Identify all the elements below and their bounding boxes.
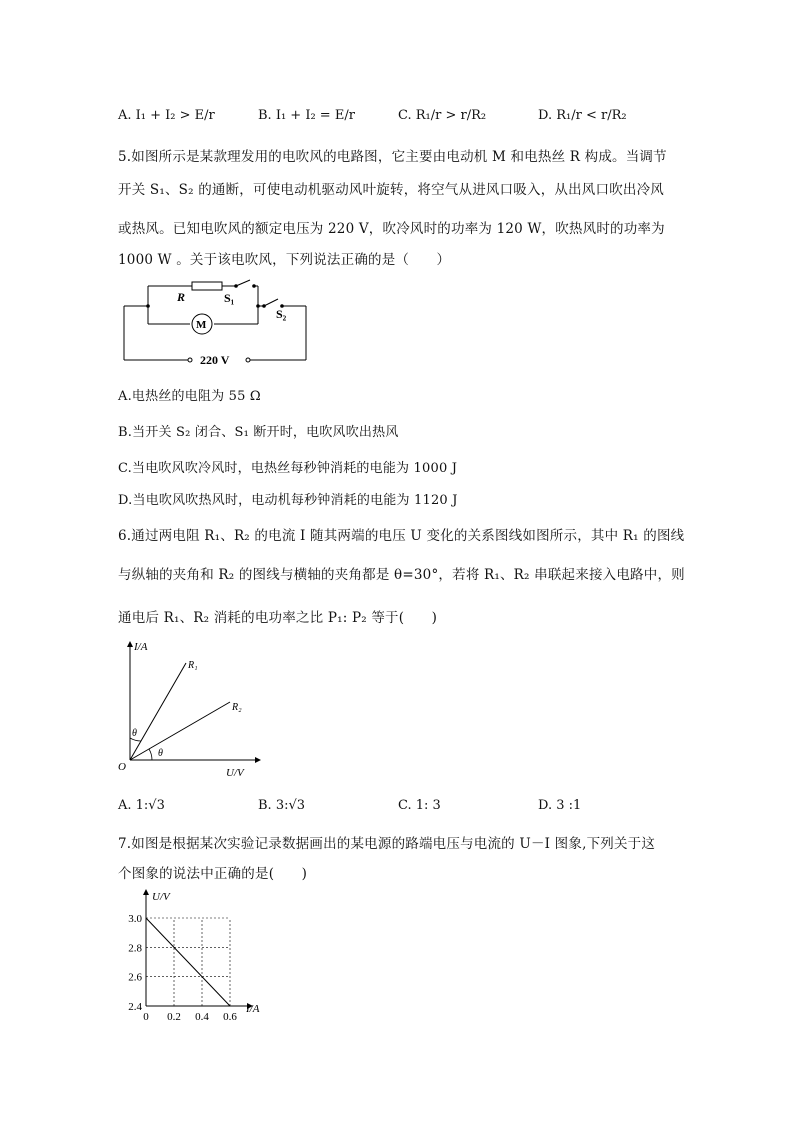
circuit-label-voltage: 220 V [200,353,230,367]
q5-stem-line-4: 1000 W 。关于该电吹风，下列说法正确的是（ ） [118,252,451,268]
q5-stem-line-1: 5.如图所示是某款理发用的电吹风的电路图，它主要由电动机 M 和电热丝 R 构成。当调节 [118,149,667,165]
q4-option-c[interactable]: C. R₁/r > r/R₂ [398,108,487,123]
x-tick-label: 0 [143,1011,149,1023]
q6-stem-line-1: 6.通过两电阻 R₁、R₂ 的电流 I 随其两端的电压 U 变化的关系图线如图所示，其中 R₁ 的图线 [118,528,685,544]
q7-stem-line-2: 个图象的说法中正确的是( ) [118,866,308,882]
x-tick-label: 0.6 [223,1011,237,1023]
q4-option-a[interactable]: A. I₁ + I₂ > E/r [118,108,215,123]
ui-line [146,918,230,1006]
y-tick-label: 2.6 [128,971,142,984]
x-axis-label: I/A [246,1003,260,1015]
q5-option-b[interactable]: B.当开关 S₂ 闭合、S₁ 断开时，电吹风吹出热风 [118,425,399,440]
y-axis-label: U/V [152,891,170,903]
circuit-label-s2: S₂ [276,307,287,321]
q4-option-d[interactable]: D. R₁/r < r/R₂ [538,108,627,123]
circuit-label-r: R [177,290,186,304]
x-tick-label: 0.2 [167,1011,181,1023]
q5-stem-line-3: 或热风。已知电吹风的额定电压为 220 V，吹冷风时的功率为 120 W，吹热风时的功率为 [118,221,665,237]
theta-label-vertical: θ [132,728,137,739]
circuit-label-s1: S₁ [224,291,235,305]
q5-option-d[interactable]: D.当电吹风吹热风时，电动机每秒钟消耗的电能为 1120 J [118,493,458,508]
ui-graph [112,886,282,1028]
q4-option-b[interactable]: B. I₁ + I₂ = E/r [258,108,355,123]
q5-option-a[interactable]: A.电热丝的电阻为 55 Ω [118,389,261,404]
q7-stem-line-1: 7.如图是根据某次实验记录数据画出的某电源的路端电压与电流的 U－I 图象,下列关于这 [118,836,656,852]
y-tick-label: 2.8 [128,942,142,955]
label-r2: R₂ [232,702,242,713]
theta-label-horizontal: θ [158,748,163,759]
q6-option-c[interactable]: C. 1: 3 [398,798,441,813]
iu-graph [112,636,272,784]
x-tick-label: 0.4 [195,1011,209,1023]
origin-label: O [118,761,126,773]
q6-stem-line-3: 通电后 R₁、R₂ 消耗的电功率之比 P₁: P₂ 等于( ) [118,610,438,626]
q6-option-a[interactable]: A. 1:√3 [118,798,165,813]
angle-arc-horizontal [149,749,152,760]
x-axis-label: U/V [226,767,244,779]
y-axis-label: I/A [134,641,148,653]
circuit-label-m: M [196,319,207,331]
q5-stem-line-2: 开关 S₁、S₂ 的通断，可使电动机驱动风叶旋转，将空气从进风口吸入，从出风口吹出冷风 [118,182,665,198]
q6-option-b[interactable]: B. 3:√3 [258,798,306,813]
label-r1: R₁ [188,660,198,671]
line-r1 [130,663,186,760]
q6-option-d[interactable]: D. 3 :1 [538,798,582,813]
hair-dryer-circuit-diagram [118,272,318,372]
q6-stem-line-2: 与纵轴的夹角和 R₂ 的图线与横轴的夹角都是 θ=30°，若将 R₁、R₂ 串联起来接入电路中，则 [118,567,685,583]
y-tick-label: 3.0 [128,913,142,925]
q5-option-c[interactable]: C.当电吹风吹冷风时，电热丝每秒钟消耗的电能为 1000 J [118,461,458,476]
line-r2 [130,702,230,760]
y-tick-label: 2.4 [128,1001,142,1013]
